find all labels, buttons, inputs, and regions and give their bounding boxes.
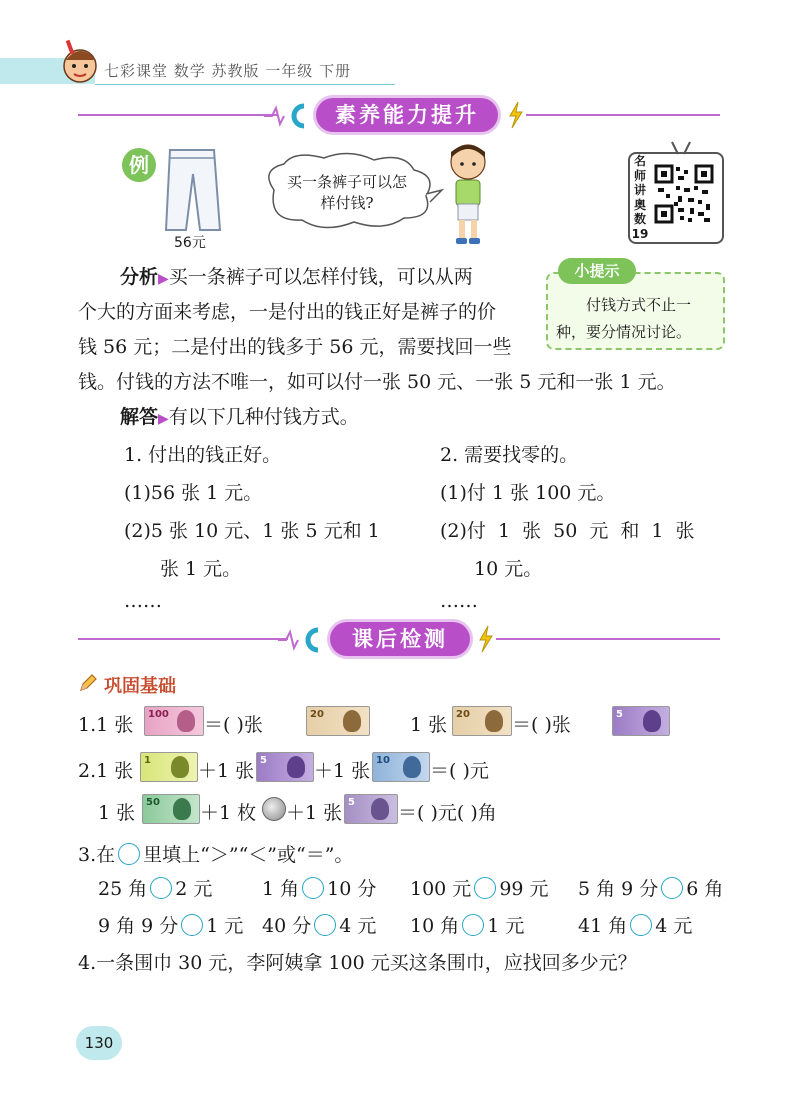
magnet-icon	[276, 624, 326, 654]
magnet-icon	[262, 100, 312, 130]
banknote-5-jiao-icon	[344, 794, 398, 824]
q3-left: 1 角	[262, 878, 300, 900]
qr-label-char: 名	[633, 154, 646, 168]
banknote-5-icon	[256, 752, 314, 782]
note-value: 10	[376, 755, 390, 766]
q3-right: 4 元	[655, 915, 693, 937]
mascot-icon	[58, 38, 104, 88]
q2-prefix: 2.1 张	[78, 760, 134, 782]
q2-plus-b: ＋1 张	[314, 760, 371, 782]
qr-label-char: 师	[633, 168, 646, 183]
q3-right: 99 元	[499, 878, 549, 900]
q3-left: 40 分	[262, 915, 312, 937]
note-portrait	[177, 710, 195, 732]
note-value: 20	[456, 709, 470, 720]
tip-text: 付钱方式不止一种，要分情况讨论。	[556, 296, 692, 341]
q3-left: 10 角	[410, 915, 460, 937]
example-badge: 例	[122, 148, 156, 182]
q3-left: 100 元	[410, 878, 472, 900]
q3-item	[578, 874, 723, 901]
note-portrait	[643, 710, 661, 732]
answer-right-1: (1)付 1 张 100 元。	[440, 482, 616, 504]
pencil-icon	[78, 673, 98, 693]
banknote-5-icon	[612, 706, 670, 736]
qr-code-icon[interactable]	[654, 164, 714, 224]
lightning-icon	[506, 100, 526, 130]
q3-item	[410, 911, 524, 938]
note-portrait	[173, 798, 191, 820]
q4-text: 4.一条围巾 30 元，李阿姨拿 100 元买这条围巾，应找回多少元？	[78, 952, 637, 974]
compare-circle[interactable]	[630, 914, 652, 936]
header-title: 七彩课堂 数学 苏教版 一年级 下册	[104, 62, 352, 80]
header-underline	[95, 84, 395, 85]
antenna-icon	[666, 140, 696, 156]
banner-line-left	[78, 114, 278, 116]
compare-circle	[118, 843, 140, 865]
qr-label	[631, 154, 649, 241]
q3-right: 4 元	[339, 915, 377, 937]
banner-line-right	[526, 114, 720, 116]
q3-item	[578, 911, 692, 938]
pants-icon	[160, 146, 226, 234]
q3-left: 25 角	[98, 878, 148, 900]
banner-line-left	[78, 638, 288, 640]
q2-plus-d: ＋1 张	[286, 802, 343, 824]
q3-left: 5 角 9 分	[578, 878, 659, 900]
note-portrait	[287, 756, 305, 778]
q3-right: 6 角	[686, 878, 724, 900]
banknote-1-icon	[140, 752, 198, 782]
q3-item	[410, 874, 549, 901]
note-value: 100	[148, 709, 169, 720]
practice-heading: 巩固基础	[104, 676, 176, 697]
answer-intro-text: 有以下几种付钱方式。	[168, 406, 359, 428]
q2-plus-c: ＋1 枚	[200, 802, 257, 824]
compare-circle[interactable]	[181, 914, 203, 936]
answer-right-head: 2. 需要找零的。	[440, 444, 579, 466]
answer-intro	[120, 402, 359, 429]
note-portrait	[371, 798, 389, 820]
q3-right: 10 分	[327, 878, 377, 900]
tip-title: 小提示	[558, 258, 636, 284]
q3-prompt	[78, 840, 353, 867]
compare-circle[interactable]	[661, 877, 683, 899]
analysis-line-4: 钱。付钱的方法不唯一，如可以付一张 50 元、一张 5 元和一张 1 元。	[78, 371, 676, 393]
banknote-10-icon	[372, 752, 430, 782]
note-value: 20	[310, 709, 324, 720]
pants-price: 56元	[174, 235, 206, 251]
answer-left-1: (1)56 张 1 元。	[124, 482, 263, 504]
coin-icon	[262, 797, 286, 821]
answer-left-2b: 张 1 元。	[160, 558, 242, 580]
analysis-label: 分析	[120, 266, 159, 288]
q3-right: 1 元	[206, 915, 244, 937]
q1-equals-b: ＝( )张	[512, 714, 571, 736]
compare-circle[interactable]	[474, 877, 496, 899]
q3-prompt-b: 里填上“＞”“＜”或“＝”。	[143, 844, 354, 866]
analysis-line-3: 钱 56 元；二是付出的钱多于 56 元，需要找回一些	[78, 336, 512, 358]
compare-circle[interactable]	[150, 877, 172, 899]
q3-item	[98, 911, 243, 938]
banner-line-right	[496, 638, 720, 640]
note-portrait	[343, 710, 361, 732]
note-value: 50	[146, 797, 160, 808]
q2-prefix-b: 1 张	[98, 802, 136, 824]
q2-plus-a: ＋1 张	[198, 760, 255, 782]
answer-left-2a: (2)5 张 10 元、1 张 5 元和 1	[124, 520, 380, 542]
compare-circle[interactable]	[302, 877, 324, 899]
answer-left-more: ……	[124, 590, 162, 612]
compare-circle[interactable]	[314, 914, 336, 936]
q3-left: 9 角 9 分	[98, 915, 179, 937]
page-number: 130	[76, 1026, 122, 1060]
lightning-icon	[476, 624, 496, 654]
q3-right: 1 元	[487, 915, 525, 937]
section-title-banner: 课后检测	[330, 622, 470, 656]
banknote-20-icon	[306, 706, 370, 736]
q1-equals-a: ＝( )张	[204, 714, 263, 736]
q3-item	[98, 874, 212, 901]
triangle-icon: ▶	[158, 411, 169, 427]
q2-equals-a: ＝( )元	[430, 760, 489, 782]
note-value: 5	[348, 797, 355, 808]
answer-right-more: ……	[440, 590, 478, 612]
q3-right: 2 元	[175, 878, 213, 900]
triangle-icon: ▶	[158, 271, 169, 287]
analysis-text: 买一条裤子可以怎样付钱，可以从两	[168, 266, 473, 288]
boy-icon	[440, 140, 496, 250]
note-value: 5	[616, 709, 623, 720]
section-title-banner: 素养能力提升	[316, 98, 498, 132]
q3-item	[262, 874, 376, 901]
q3-left: 41 角	[578, 915, 628, 937]
qr-label-char: 19	[631, 226, 649, 241]
analysis-line-2: 个大的方面来考虑，一是付出的钱正好是裤子的价	[78, 301, 497, 323]
q3-item	[262, 911, 376, 938]
note-portrait	[403, 756, 421, 778]
q2-equals-b: ＝( )元( )角	[398, 802, 497, 824]
qr-label-char: 奥	[633, 197, 646, 212]
note-portrait	[485, 710, 503, 732]
q1-prefix-b: 1 张	[410, 714, 448, 736]
q3-prompt-a: 3.在	[78, 844, 116, 866]
qr-label-char: 讲	[633, 183, 646, 197]
answer-right-2a: (2)付 1 张 50 元 和 1 张	[440, 520, 695, 542]
note-value: 5	[260, 755, 267, 766]
banknote-100-icon	[144, 706, 204, 736]
answer-right-2b: 10 元。	[474, 558, 543, 580]
bubble-question: 买一条裤子可以怎样付钱?	[286, 173, 407, 212]
answer-left-head: 1. 付出的钱正好。	[124, 444, 282, 466]
q1-prefix: 1.1 张	[78, 714, 134, 736]
note-portrait	[171, 756, 189, 778]
compare-circle[interactable]	[462, 914, 484, 936]
banknote-20-icon	[452, 706, 512, 736]
qr-label-char: 数	[633, 212, 646, 226]
banknote-50-icon	[142, 794, 200, 824]
analysis-line-1	[120, 262, 473, 289]
answer-label: 解答	[120, 406, 159, 428]
note-value: 1	[144, 755, 151, 766]
